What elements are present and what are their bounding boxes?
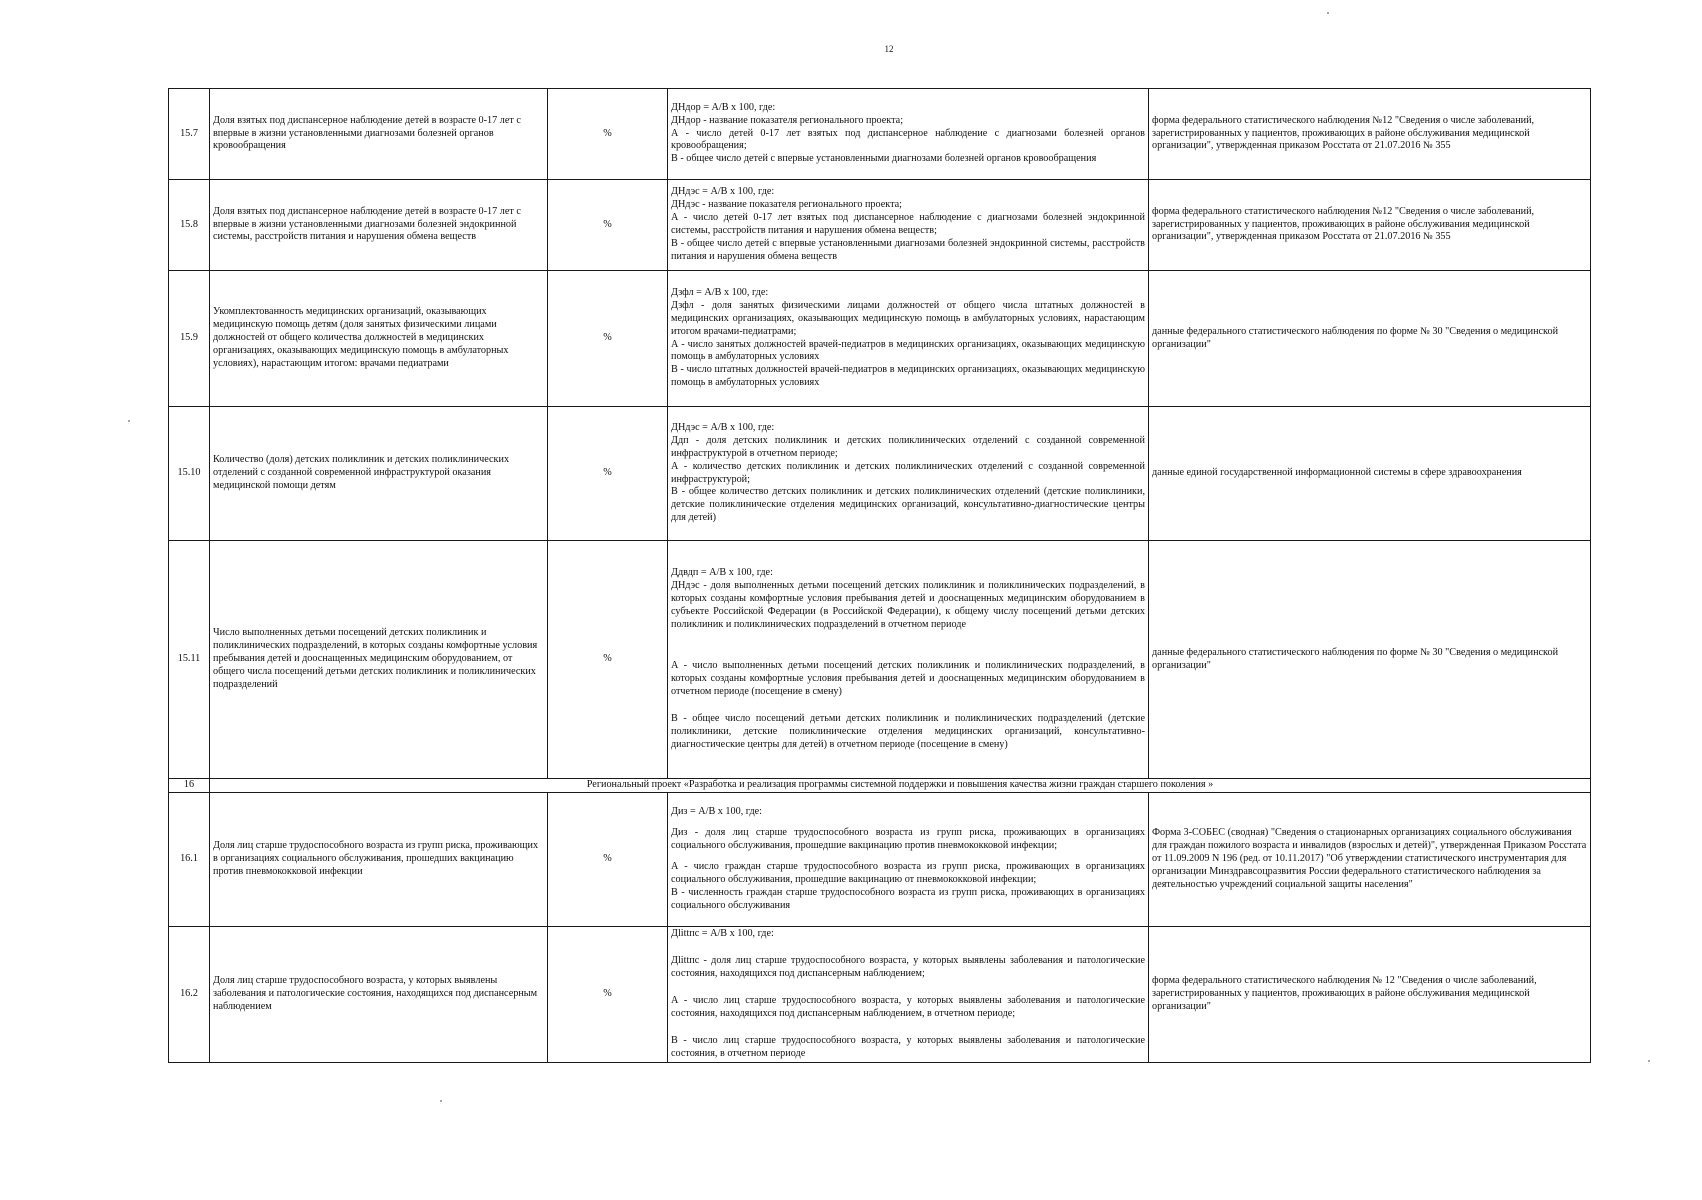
method-line: В - число штатных должностей врачей-педиатров в медицинских организациях, оказывающих медицинскую помощь в амбулаторных условиях (671, 364, 1145, 389)
data-source: форма федерального статистического наблюдения № 12 "Сведения о числе заболеваний, зарегистрированных у пациентов, проживающих в районе обслуживания медицинской организации" (1149, 927, 1591, 1063)
scan-speck (1648, 1060, 1650, 1062)
method-line: В - общее количество детских поликлиник и детских поликлинических отделений (детские поликлиники, детские поликлинические отделения медицинских организаций, консультативно-диагностические центры для детей) (671, 486, 1145, 524)
unit-cell: % (548, 180, 668, 271)
data-source: форма федерального статистического наблюдения №12 "Сведения о числе заболеваний, зарегистрированных у пациентов, проживающих в районе обслуживания медицинской организации", утвержденная приказом Росстата от 21.07.2016 № 355 (1149, 89, 1591, 180)
scan-speck (440, 1100, 442, 1102)
method-line: ДНдэс - доля выполненных детьми посещений детских поликлиник и поликлинических подразделений, в которых созданы комфортные условия пребывания детей и дооснащенных медицинским оборудованием в субъекте Российской Федерации (в Российской Федерации), к общему числу посещений детьми детских поликлиник и поликлинических подразделений в отчетном периоде (671, 580, 1145, 631)
row-number: 15.8 (169, 180, 210, 271)
method-line: А - число детей 0-17 лет взятых под диспансерное наблюдение с диагнозами болезней органов кровообращения; (671, 127, 1145, 152)
table-row (169, 89, 1591, 180)
method-line: А - число выполненных детьми посещений детских поликлиник и поликлинических подразделений, в которых созданы комфортные условия пребывания детей и дооснащенных медицинским оборудованием в отчетном периоде (посещение в смену) (671, 660, 1145, 697)
calculation-method (668, 407, 1149, 541)
section-row (169, 779, 1591, 793)
method-line: В - общее число детей с впервые установленными диагнозами болезней органов кровообращения (671, 153, 1097, 165)
calculation-method (668, 541, 1149, 779)
indicator-name: Доля лиц старше трудоспособного возраста из групп риска, проживающих в организациях социального обслуживания, прошедших вакцинацию против пневмококковой инфекции (210, 793, 548, 927)
scan-speck (1327, 12, 1329, 14)
row-number: 15.9 (169, 271, 210, 407)
method-line: А - число лиц старше трудоспособного возраста, у которых выявлены заболевания и патологические состояния, находящихся под диспансерным наблюдением, в отчетном периоде; (671, 994, 1145, 1019)
table-row (169, 541, 1591, 779)
data-source: данные федерального статистического наблюдения по форме № 30 "Сведения о медицинской организации" (1149, 541, 1591, 779)
table-row (169, 793, 1591, 927)
data-source: Форма 3-СОБЕС (сводная) "Сведения о стационарных организациях социального обслуживания для граждан пожилого возраста и инвалидов (взрослых и детей)", утвержденная Приказом Росстата от 11.09.2009 N 196 (ред. от 10.11.2017) "Об утверждении статистического инструментария для организации Минздравсоцразвития России федерального статистического наблюдения за деятельностью учреждений социальной защиты населения" (1149, 793, 1591, 927)
indicators-table (168, 88, 1591, 1063)
indicator-name: Количество (доля) детских поликлиник и детских поликлинических отделений с созданной современной инфраструктурой оказания медицинской помощи детям (210, 407, 548, 541)
table-row (169, 927, 1591, 1063)
method-formula: Дlittпс = А/В х 100, где: (671, 928, 774, 939)
calculation-method (668, 271, 1149, 407)
method-line: Диз - доля лиц старше трудоспособного возраста из групп риска, проживающих в организациях социального обслуживания, прошедшие вакцинацию против пневмококковой инфекции; (671, 827, 1145, 852)
indicator-name: Число выполненных детьми посещений детских поликлиник и поликлинических подразделений, в которых созданы комфортные условия пребывания детей и дооснащенных медицинским оборудованием, от общего числа посещений детьми детских поликлиник и поликлинических подразделений (210, 541, 548, 779)
unit-cell: % (548, 89, 668, 180)
method-formula: ДНдэс = А/В х 100, где: (671, 421, 775, 433)
indicator-name: Доля лиц старше трудоспособного возраста, у которых выявлены заболевания и патологические состояния, находящихся под диспансерным наблюдением (210, 927, 548, 1063)
method-formula: Ддвдп = А/В х 100, где: (671, 567, 773, 579)
method-line: В - общее число детей с впервые установленными диагнозами болезней эндокринной системы, расстройств питания и нарушения обмена веществ (671, 237, 1145, 262)
method-formula: ДНдор = А/В х 100, где: (671, 101, 776, 113)
table-row (169, 271, 1591, 407)
data-source: форма федерального статистического наблюдения №12 "Сведения о числе заболеваний, зарегистрированных у пациентов, проживающих в районе обслуживания медицинской организации", утвержденная приказом Росстата от 21.07.2016 № 355 (1149, 180, 1591, 271)
section-number: 16 (169, 779, 210, 793)
row-number: 15.11 (169, 541, 210, 779)
method-line: А - число занятых должностей врачей-педиатров в медицинских организациях, оказывающих медицинскую помощь в амбулаторных условиях (671, 338, 1145, 363)
scan-speck (128, 420, 130, 422)
method-line: В - число лиц старше трудоспособного возраста, у которых выявлены заболевания и патологические состояния, в отчетном периоде (671, 1034, 1145, 1059)
row-number: 16.2 (169, 927, 210, 1063)
method-formula: ДНдэс = А/В х 100, где: (671, 186, 775, 198)
unit-cell: % (548, 927, 668, 1063)
unit-cell: % (548, 793, 668, 927)
calculation-method (668, 180, 1149, 271)
method-formula: Дзфл = А/В х 100, где: (671, 286, 769, 298)
unit-cell: % (548, 541, 668, 779)
method-line: В - численность граждан старше трудоспособного возраста из групп риска, проживающих в организациях социального обслуживания (671, 886, 1145, 911)
method-line: ДНдор - название показателя регионального проекта; (671, 114, 904, 126)
row-number: 16.1 (169, 793, 210, 927)
indicator-name: Доля взятых под диспансерное наблюдение детей в возрасте 0-17 лет с впервые в жизни установленными диагнозами болезней органов кровообращения (210, 89, 548, 180)
unit-cell: % (548, 407, 668, 541)
row-number: 15.10 (169, 407, 210, 541)
method-line: Дзфл - доля занятых физическими лицами должностей от общего числа штатных должностей в медицинских организациях, оказывающих медицинскую помощь в амбулаторных условиях, нарастающим итогом врачами-педиатрами; (671, 299, 1145, 337)
section-title: Региональный проект «Разработка и реализация программы системной поддержки и повышения качества жизни граждан старшего поколения » (210, 779, 1591, 793)
method-line: А - число граждан старше трудоспособного возраста из групп риска, проживающих в организациях социального обслуживания, прошедшие вакцинацию от пневмококковой инфекции; (671, 861, 1145, 885)
method-line: Ддп - доля детских поликлиник и детских поликлинических отделений с созданной современной инфраструктурой в отчетном периоде; (671, 434, 1145, 459)
calculation-method (668, 89, 1149, 180)
row-number: 15.7 (169, 89, 210, 180)
data-source: данные федерального статистического наблюдения по форме № 30 "Сведения о медицинской организации" (1149, 271, 1591, 407)
method-line: В - общее число посещений детьми детских поликлиник и поликлинических подразделений (детские поликлиники, детские поликлинические отделения медицинских организаций, консультативно-диагностические центры для детей) в отчетном периоде (посещение в смену) (671, 712, 1145, 750)
unit-cell: % (548, 271, 668, 407)
method-formula: Диз = А/В х 100, где: (671, 806, 763, 818)
method-line: Дlittпс - доля лиц старше трудоспособного возраста, у которых выявлены заболевания и патологические состояния, находящихся под диспансерным наблюдением; (671, 954, 1145, 979)
method-line: А - число детей 0-17 лет взятых под диспансерное наблюдение с диагнозами болезней эндокринной системы, расстройств питания и нарушения обмена веществ; (671, 212, 1145, 236)
method-line: ДНдэс - название показателя регионального проекта; (671, 199, 902, 211)
page-number: 12 (884, 44, 894, 54)
indicator-name: Укомплектованность медицинских организаций, оказывающих медицинскую помощь детям (доля занятых физическими лицами должностей от общего количества должностей в медицинских организациях, оказывающих медицинскую помощь в амбулаторных условиях), нарастающим итогом: врачами педиатрами (210, 271, 548, 407)
table-row (169, 180, 1591, 271)
method-line: А - количество детских поликлиник и детских поликлинических отделений с созданной современной инфраструктурой; (671, 460, 1145, 485)
data-source: данные единой государственной информационной системы в сфере здравоохранения (1149, 407, 1591, 541)
table-row (169, 407, 1591, 541)
calculation-method (668, 793, 1149, 927)
indicator-name: Доля взятых под диспансерное наблюдение детей в возрасте 0-17 лет с впервые в жизни установленными диагнозами болезней эндокринной системы, расстройств питания и нарушения обмена веществ (210, 180, 548, 271)
calculation-method (668, 927, 1149, 1063)
